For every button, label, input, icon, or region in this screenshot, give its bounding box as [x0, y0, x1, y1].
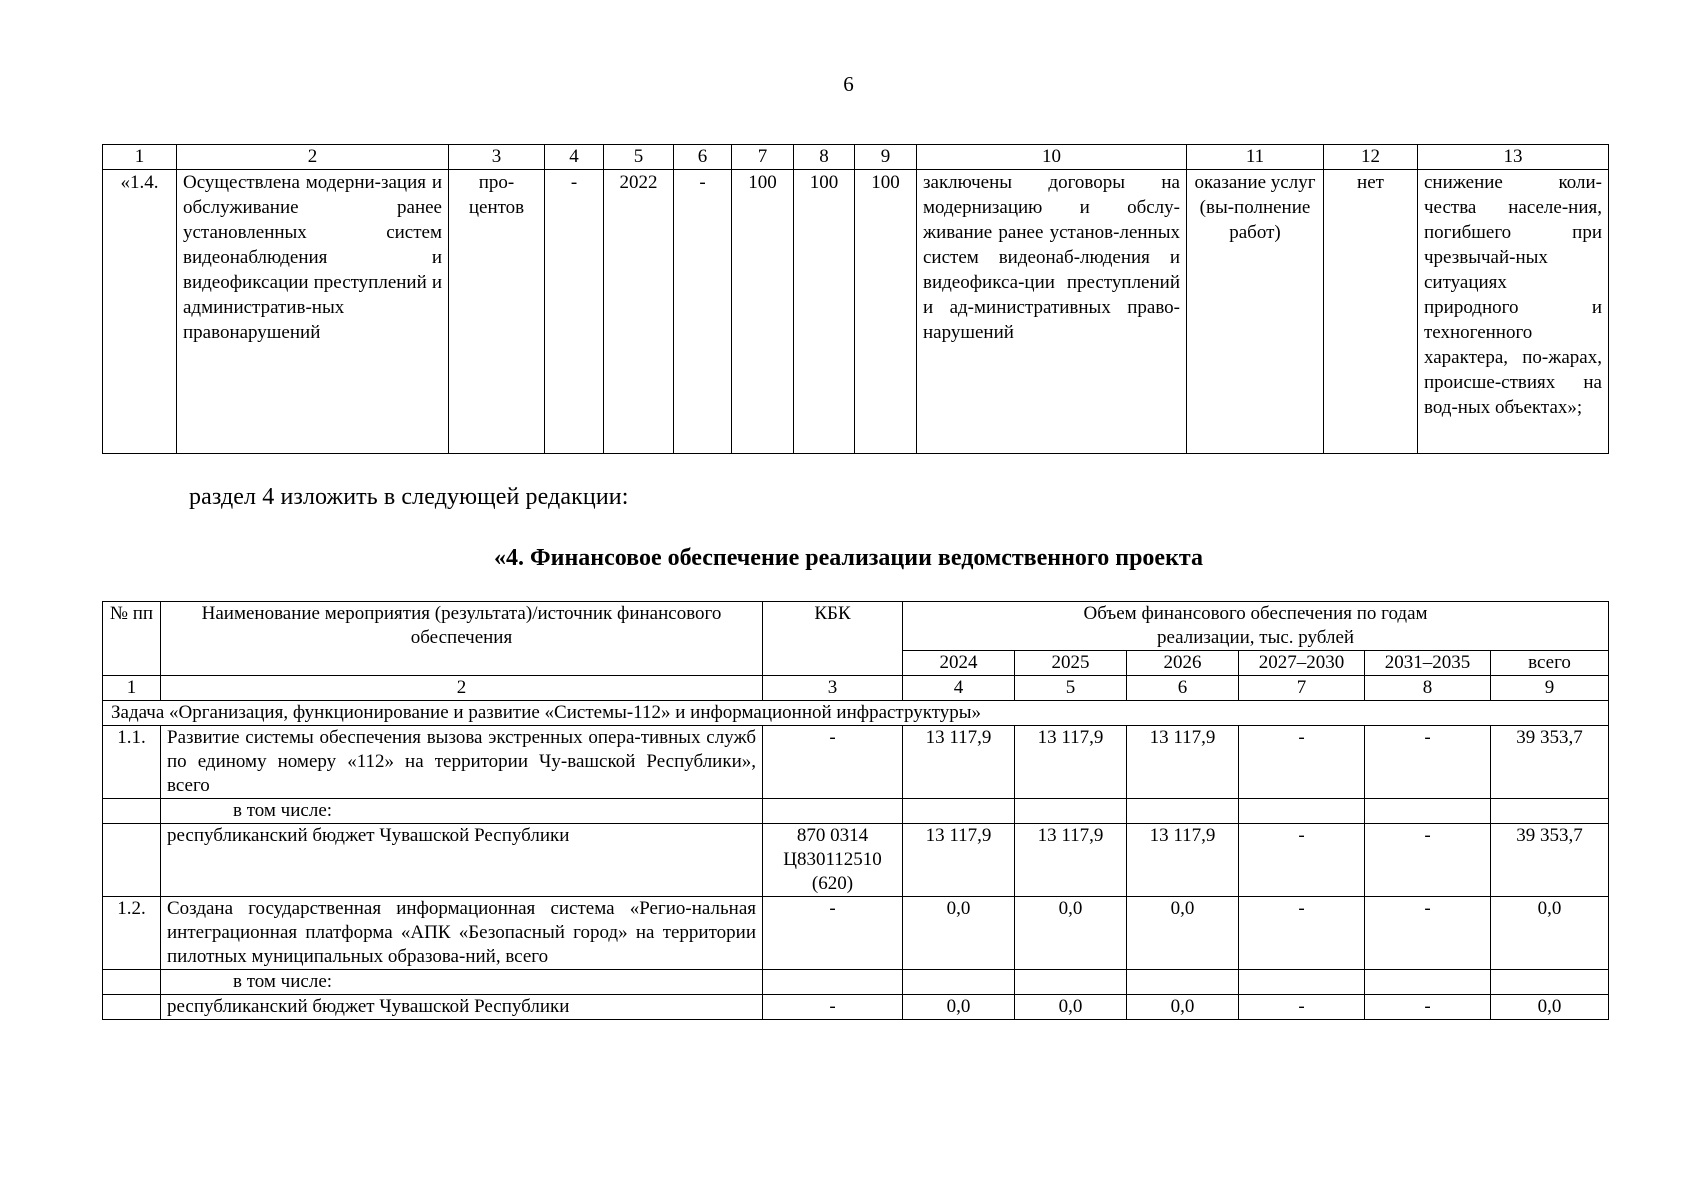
header-cell: 10	[917, 145, 1187, 170]
header-cell: 3	[763, 676, 903, 701]
header-cell: 4	[903, 676, 1015, 701]
year: 2022	[604, 170, 674, 454]
header-year: 2025	[1015, 651, 1127, 676]
table-row	[103, 170, 1609, 454]
cell: -	[674, 170, 732, 454]
row-total: 0,0	[1491, 995, 1609, 1020]
header-cell: 13	[1418, 145, 1609, 170]
indicators-table	[102, 144, 1609, 454]
row-kbk: -	[763, 995, 903, 1020]
intro-text: раздел 4 изложить в следующей редакции:	[189, 484, 629, 510]
value: 100	[794, 170, 855, 454]
row-name: республиканский бюджет Чувашской Республики	[161, 995, 763, 1020]
row-value: 0,0	[1127, 995, 1239, 1020]
result-type: оказание услуг (вы-полнение работ)	[1187, 170, 1324, 454]
header-volume: Объем финансового обеспечения по годам реализации, тыс. рублей	[903, 602, 1609, 651]
row-value: 13 117,9	[903, 726, 1015, 799]
result-name: Осуществлена модерни-зация и обслуживание ранее установленных систем видеонаблюдения и видеофиксации преступлений и административ-ных правонарушений	[177, 170, 449, 454]
row-value: -	[1239, 995, 1365, 1020]
row-number: 1.2.	[103, 897, 161, 970]
task-row	[103, 701, 1609, 726]
value: 100	[855, 170, 917, 454]
row-kbk: -	[763, 726, 903, 799]
row-value: 0,0	[903, 995, 1015, 1020]
header-cell: 2	[177, 145, 449, 170]
row-name: Создана государственная информационная система «Регио-нальная интеграционная платформа «АПК «Безопасный город» на территории пилотных муниципальных образова-ний, всего	[161, 897, 763, 970]
header-total: всего	[1491, 651, 1609, 676]
header-kbk: КБК	[763, 602, 903, 676]
row-value: 13 117,9	[1127, 824, 1239, 897]
row-value: 0,0	[903, 897, 1015, 970]
row-name: Развитие системы обеспечения вызова экстренных опера-тивных служб по единому номеру «112» на территории Чу-вашской Республики», всего	[161, 726, 763, 799]
financing-table	[102, 601, 1609, 1020]
header-num: № пп	[103, 602, 161, 676]
header-cell: 5	[604, 145, 674, 170]
table-row	[103, 897, 1609, 970]
effect: снижение коли-чества населе-ния, погибшего при чрезвычай-ных ситуациях природного и техногенного характера, по-жарах, происше-ствиях на вод-ных объектах»;	[1418, 170, 1609, 454]
header-cell: 2	[161, 676, 763, 701]
cell: -	[545, 170, 604, 454]
header-cell: 4	[545, 145, 604, 170]
row-value: 13 117,9	[1127, 726, 1239, 799]
row-value: 13 117,9	[1015, 824, 1127, 897]
header-cell: 1	[103, 676, 161, 701]
row-value: -	[1365, 897, 1491, 970]
header-name: Наименование мероприятия (результата)/источник финансового обеспечения	[161, 602, 763, 676]
row-total: 0,0	[1491, 897, 1609, 970]
header-cell: 8	[1365, 676, 1491, 701]
row-value: 0,0	[1015, 995, 1127, 1020]
header-cell: 5	[1015, 676, 1127, 701]
section-title: «4. Финансовое обеспечение реализации ведомственного проекта	[494, 545, 1203, 571]
row-number: 1.1.	[103, 726, 161, 799]
row-value: 0,0	[1127, 897, 1239, 970]
header-cell: 11	[1187, 145, 1324, 170]
row-value: -	[1365, 995, 1491, 1020]
description: заключены договоры на модернизацию и обслу-живание ранее установ-ленных систем видеонаб-людения и видеофикса-ции преступлений и ад-министративных право-нарушений	[917, 170, 1187, 454]
header-cell: 6	[674, 145, 732, 170]
row-name: республиканский бюджет Чувашской Республики	[161, 824, 763, 897]
header-cell: 9	[855, 145, 917, 170]
row-number	[103, 824, 161, 897]
value: 100	[732, 170, 794, 454]
including-label: в том числе:	[161, 799, 763, 824]
header-cell: 6	[1127, 676, 1239, 701]
page-number: 6	[843, 72, 854, 96]
header-cell: 9	[1491, 676, 1609, 701]
row-total: 39 353,7	[1491, 824, 1609, 897]
header-cell: 8	[794, 145, 855, 170]
row-kbk: 870 0314 Ц830112510 (620)	[763, 824, 903, 897]
unit: про-центов	[449, 170, 545, 454]
header-year: 2027–2030	[1239, 651, 1365, 676]
header-year: 2031–2035	[1365, 651, 1491, 676]
financing-index-row	[103, 676, 1609, 701]
indicators-header-row	[103, 145, 1609, 170]
header-cell: 7	[1239, 676, 1365, 701]
row-total: 39 353,7	[1491, 726, 1609, 799]
row-value: -	[1239, 824, 1365, 897]
table-row	[103, 799, 1609, 824]
task-title: Задача «Организация, функционирование и развитие «Системы-112» и информационной инфраструктуры»	[103, 701, 1609, 726]
cell: нет	[1324, 170, 1418, 454]
row-value: 0,0	[1015, 897, 1127, 970]
header-cell: 7	[732, 145, 794, 170]
table-row	[103, 995, 1609, 1020]
row-value: 13 117,9	[1015, 726, 1127, 799]
row-kbk: -	[763, 897, 903, 970]
header-cell: 1	[103, 145, 177, 170]
header-cell: 12	[1324, 145, 1418, 170]
row-value: -	[1239, 897, 1365, 970]
row-value: -	[1239, 726, 1365, 799]
header-year: 2024	[903, 651, 1015, 676]
including-label: в том числе:	[161, 970, 763, 995]
row-value: 13 117,9	[903, 824, 1015, 897]
header-year: 2026	[1127, 651, 1239, 676]
row-value: -	[1365, 824, 1491, 897]
row-number	[103, 995, 161, 1020]
header-cell: 3	[449, 145, 545, 170]
table-row	[103, 726, 1609, 799]
row-value: -	[1365, 726, 1491, 799]
financing-header-row	[103, 602, 1609, 651]
row-number: «1.4.	[103, 170, 177, 454]
table-row	[103, 824, 1609, 897]
table-row	[103, 970, 1609, 995]
